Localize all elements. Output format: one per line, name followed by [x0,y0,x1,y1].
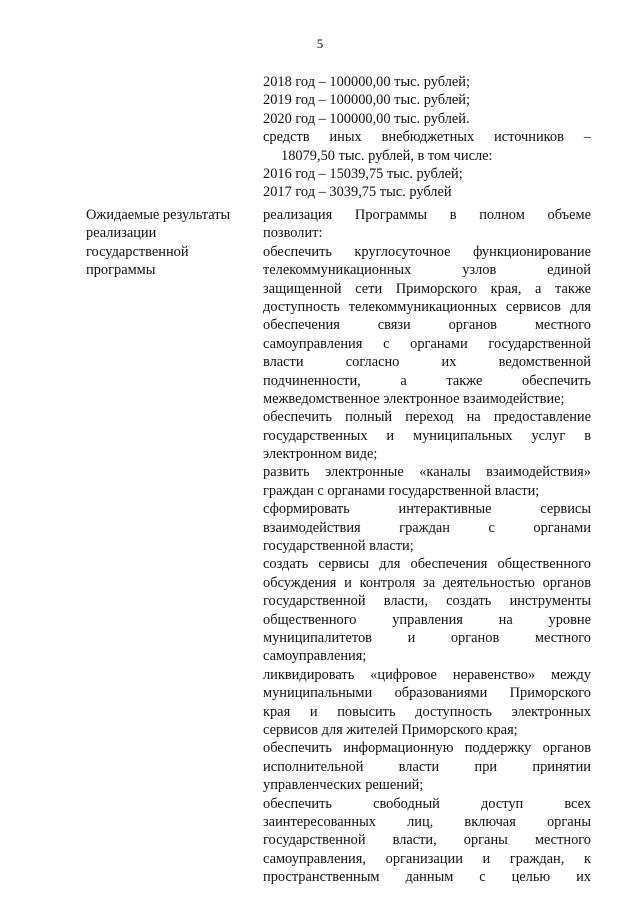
text-line: самоуправления; [263,648,367,665]
text-line: средств иных внебюджетных источников – [263,129,591,146]
text-line: 2018 год – 100000,00 тыс. рублей; [263,74,470,90]
section-label-line: программы [86,262,156,279]
text-line: края и повысить доступность электронных [263,703,591,720]
text-line: граждан с органами государственной власти; [263,482,540,499]
text-line: государственной власти, органы местного [263,832,591,849]
text-line: защищенной сети Приморского края, а также [263,280,591,297]
funding-block [263,73,591,202]
text-line: самоуправления, организации и граждан, к [263,850,591,867]
text-line: реализация Программы в полном объеме [263,207,591,223]
section-label-line: реализации [86,225,157,242]
text-line: государственной власти, создать инструменты [263,593,591,610]
text-line: обеспечить свободный доступ всех [263,795,591,812]
text-line: 2016 год – 15039,75 тыс. рублей; [263,165,463,182]
text-line: управленческих решений; [263,777,424,794]
text-line: общественного управления на уровне [263,611,591,628]
expected-results-text [263,206,591,886]
text-line: исполнительной власти при принятии [263,758,591,775]
text-line: обсуждения и контроля за деятельностью органов [263,574,591,591]
text-line: ликвидировать «цифровое неравенство» между [263,666,591,683]
text-line: развить электронные «каналы взаимодействия» [263,464,591,481]
text-line: позволит: [263,225,323,242]
text-line: 2019 год – 100000,00 тыс. рублей; [263,92,470,109]
section-label-line: Ожидаемые результаты [86,207,231,223]
section-label-line: государственной [86,243,189,260]
text-line: пространственным данным с целью их [263,869,591,886]
text-line: сервисов для жителей Приморского края; [263,721,518,738]
text-line: 2017 год – 3039,75 тыс. рублей [263,184,452,201]
text-line: обеспечить круглосуточное функционирование [263,243,591,260]
text-line: 2020 год – 100000,00 тыс. рублей. [263,110,470,127]
text-line: власти согласно их ведомственной [263,354,591,371]
text-line: доступность телекоммуникационных сервисов для [263,298,591,315]
text-line: 18079,50 тыс. рублей, в том числе: [281,147,493,164]
text-line: государственной власти; [263,538,414,555]
text-line: заинтересованных лиц, включая органы [263,813,591,830]
text-line: обеспечения связи органов местного [263,317,591,334]
text-line: межведомственное электронное взаимодействие; [263,390,565,407]
text-line: муниципальными образованиями Приморского [263,685,591,702]
section-label [86,206,251,280]
text-line: взаимодействия граждан с органами [263,519,591,536]
text-line: электронном виде; [263,446,378,463]
text-line: телекоммуникационных узлов единой [263,262,591,279]
text-line: обеспечить информационную поддержку органов [263,740,591,757]
text-line: государственных и муниципальных услуг в [263,427,591,444]
text-line: муниципалитетов и органов местного [263,629,591,646]
text-line: сформировать интерактивные сервисы [263,501,591,518]
text-line: обеспечить полный переход на предоставление [263,409,591,426]
text-line: подчиненности, а также обеспечить [263,372,591,389]
text-line: создать сервисы для обеспечения общественного [263,556,591,573]
page-number: 5 [316,36,324,51]
text-line: самоуправления с органами государственной [263,335,591,352]
